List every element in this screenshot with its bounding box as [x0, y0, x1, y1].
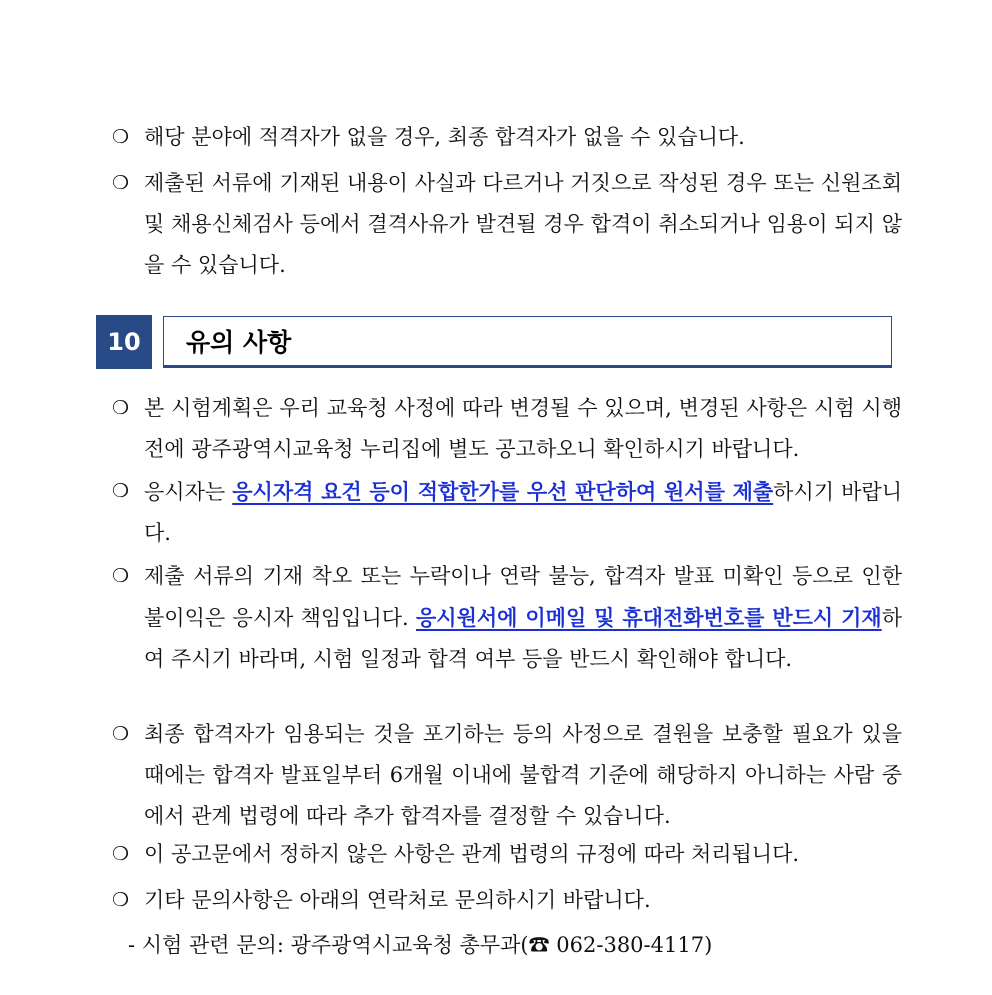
bullet-circle-icon: ❍: [112, 480, 130, 502]
contact-line: [128, 925, 888, 966]
emphasis-text: 응시자격 요건 등이 적합한가를 우선 판단하여 원서를 제출: [232, 479, 774, 504]
item-text: 이 공고문에서 정하지 않은 사항은 관계 법령의 규정에 따라 처리됩니다.: [144, 842, 800, 866]
section-number: 10: [96, 315, 152, 369]
section-title: [163, 316, 892, 368]
list-item: [112, 556, 902, 680]
bullet-circle-icon: ❍: [112, 172, 130, 194]
bullet-circle-icon: ❍: [112, 889, 130, 911]
bullet-circle-icon: ❍: [112, 565, 130, 587]
item-text-pre: 응시자는: [144, 480, 233, 504]
item-text: [144, 471, 902, 554]
item-text: [144, 556, 902, 680]
list-item: [112, 880, 902, 921]
bullet-circle-icon: ❍: [112, 397, 130, 419]
bullet-circle-icon: ❍: [112, 843, 130, 865]
telephone-icon: ☎: [528, 933, 550, 957]
item-text-post: 하시기 바랍니다.: [144, 480, 902, 545]
item-text-post: 하여 주시기 바라며, 시험 일정과 합격 여부 등을 반드시 확인해야 합니다.: [144, 606, 902, 671]
item-text: 해당 분야에 적격자가 없을 경우, 최종 합격자가 없을 수 있습니다.: [144, 125, 745, 149]
item-text-pre: 제출 서류의 기재 착오 또는 누락이나 연락 불능, 합격자 발표 미확인 등으로 인한 불이익은 응시자 책임입니다.: [144, 564, 902, 630]
bullet-circle-icon: ❍: [112, 723, 130, 745]
item-text: 최종 합격자가 임용되는 것을 포기하는 등의 사정으로 결원을 보충할 필요가 있을 때에는 합격자 발표일부터 6개월 이내에 불합격 기준에 해당하지 아니하는 사람 중에서 관계 법령에 따라 추가 합격자를 결정할 수 있습니다.: [144, 722, 902, 828]
item-text: 본 시험계획은 우리 교육청 사정에 따라 변경될 수 있으며, 변경된 사항은 시험 시행 전에 광주광역시교육청 누리집에 별도 공고하오니 확인하시기 바랍니다.: [144, 396, 902, 461]
bullet-circle-icon: ❍: [112, 126, 130, 148]
contact-number: 062-380-4117): [549, 933, 713, 957]
list-item: [112, 117, 902, 158]
list-item: [112, 388, 902, 470]
emphasis-text: 응시원서에 이메일 및 휴대전화번호를 반드시 기재: [416, 605, 882, 630]
item-text: 제출된 서류에 기재된 내용이 사실과 다르거나 거짓으로 작성된 경우 또는 신원조회 및 채용신체검사 등에서 결격사유가 발견될 경우 합격이 취소되거나 임용이 되지 않을 수 있습니다.: [144, 171, 902, 277]
list-item: [112, 471, 902, 554]
section-title-text: 유의 사항: [186, 328, 292, 357]
list-item: [112, 714, 902, 837]
list-item: [112, 163, 902, 286]
list-item: [112, 834, 902, 875]
contact-prefix: - 시험 관련 문의: 광주광역시교육청 총무과(: [128, 933, 529, 957]
item-text: 기타 문의사항은 아래의 연락처로 문의하시기 바랍니다.: [144, 888, 651, 912]
